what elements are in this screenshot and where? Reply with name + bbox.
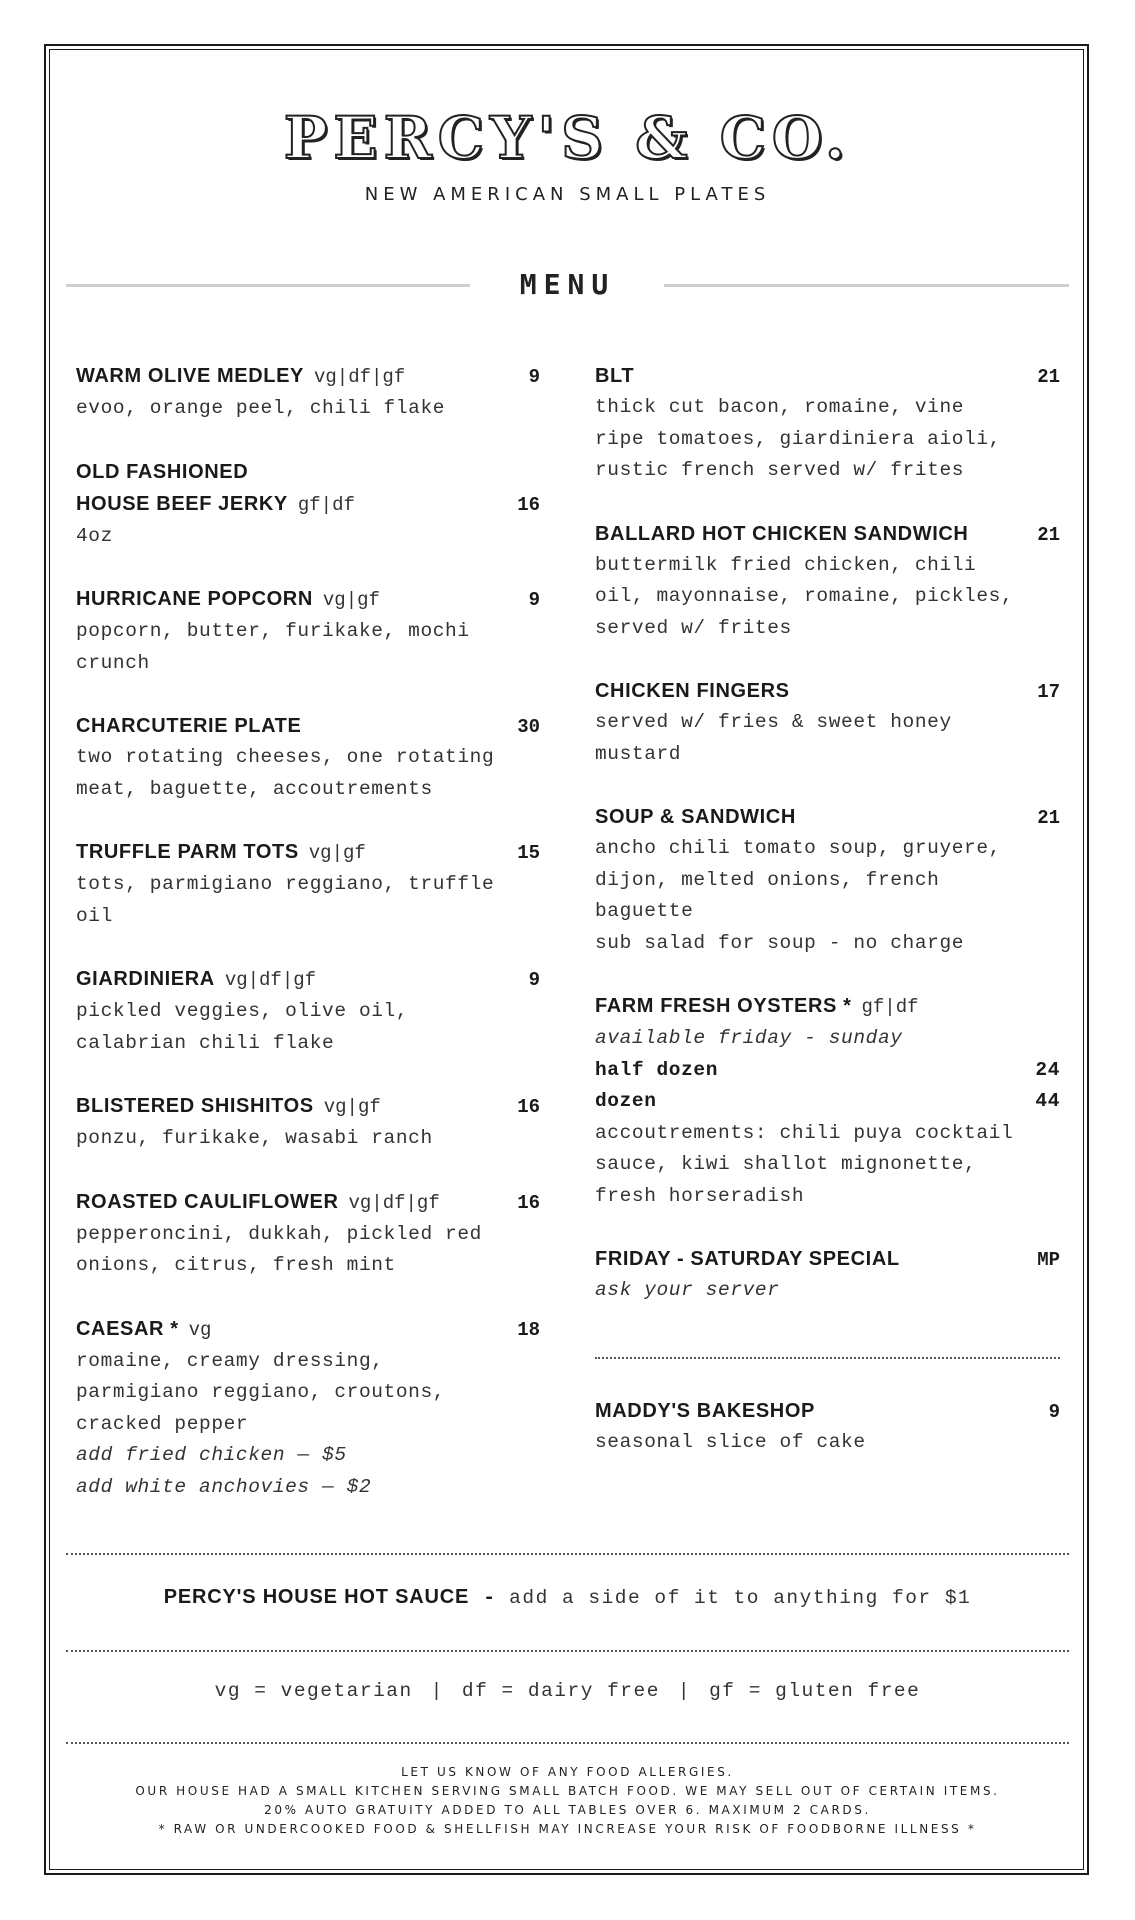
option-label: half dozen: [595, 1058, 719, 1081]
item-name: HURRICANE POPCORN: [76, 588, 313, 610]
item-price: 15: [517, 842, 540, 864]
item-diet-tags: vg: [188, 1318, 212, 1341]
item-addon: add fried chicken — $5: [76, 1444, 347, 1466]
item-name: CHICKEN FINGERS: [595, 680, 790, 702]
item-description: two rotating cheeses, one rotating: [76, 746, 495, 768]
menu-item-blistered-shishitos: [76, 1090, 540, 1155]
item-price: 21: [1037, 523, 1060, 546]
item-diet-tags: vg|df|gf: [313, 366, 406, 388]
item-description: ancho chili tomato soup, gruyere,: [595, 837, 1001, 859]
legend-separator: |: [677, 1680, 692, 1702]
legend-dairy-free: df = dairy free: [461, 1680, 660, 1702]
item-description: crunch: [76, 651, 150, 674]
item-description: baguette: [595, 900, 694, 922]
dessert-divider: [595, 1357, 1060, 1359]
item-name: MADDY'S BAKESHOP: [595, 1400, 815, 1422]
menu-item-truffle-parm-tots: [76, 836, 540, 932]
item-description: meat, baguette, accoutrements: [76, 777, 433, 800]
item-description: seasonal slice of cake: [595, 1431, 866, 1453]
divider-middle: [66, 1650, 1069, 1652]
item-description: sub salad for soup - no charge: [595, 931, 965, 954]
menu-item-roasted-cauliflower: [76, 1186, 540, 1282]
item-option-dozen: [595, 1086, 1060, 1118]
item-description: thick cut bacon, romaine, vine: [595, 396, 965, 418]
item-price: MP: [1037, 1249, 1060, 1271]
item-diet-tags: vg|df|gf: [224, 969, 317, 991]
item-description: popcorn, butter, furikake, mochi: [76, 620, 470, 642]
option-price: 44: [1035, 1090, 1060, 1112]
item-name: BLT: [595, 365, 635, 387]
item-name: TRUFFLE PARM TOTS: [76, 841, 299, 863]
item-price: 30: [517, 716, 540, 738]
item-price: 9: [528, 969, 540, 991]
menu-item-blt: [595, 360, 1060, 487]
item-option-half-dozen: [595, 1055, 1060, 1087]
item-description: 4oz: [76, 524, 113, 547]
item-description: fresh horseradish: [595, 1184, 805, 1207]
left-menu-column: [76, 360, 540, 1534]
menu-item-charcuterie-plate: [76, 710, 540, 805]
item-description: mustard: [595, 742, 682, 765]
kitchen-note: OUR HOUSE HAD A SMALL KITCHEN SERVING SMALL BATCH FOOD. WE MAY SELL OUT OF CERTAIN ITEMS.: [135, 1784, 1000, 1798]
hot-sauce-description: add a side of it to anything for $1: [509, 1587, 972, 1609]
item-description: romaine, creamy dressing,: [76, 1349, 384, 1372]
divider-bottom: [66, 1742, 1069, 1744]
item-name: FARM FRESH OYSTERS *: [595, 995, 852, 1017]
item-availability: available friday - sunday: [595, 1027, 903, 1049]
item-diet-tags: vg|gf: [322, 589, 380, 611]
menu-title-rule-right: [664, 284, 1069, 287]
item-diet-tags: vg|gf: [308, 842, 366, 864]
hot-sauce-note: [66, 1586, 1069, 1610]
item-price: 18: [517, 1318, 540, 1341]
item-description: tots, parmigiano reggiano, truffle: [76, 873, 495, 895]
legend-separator: |: [430, 1680, 444, 1702]
item-name: WARM OLIVE MEDLEY: [76, 365, 304, 387]
item-description: accoutrements: chili puya cocktail: [595, 1121, 1014, 1144]
item-price: 17: [1037, 681, 1060, 703]
item-name: CAESAR *: [76, 1317, 179, 1340]
item-name: OLD FASHIONED: [76, 460, 249, 483]
gratuity-note: 20% AUTO GRATUITY ADDED TO ALL TABLES OVER 6. MAXIMUM 2 CARDS.: [264, 1803, 871, 1817]
item-name: CHARCUTERIE PLATE: [76, 715, 302, 737]
legend-gluten-free: gf = gluten free: [709, 1680, 921, 1702]
option-price: 24: [1035, 1058, 1060, 1081]
item-description: dijon, melted onions, french: [595, 868, 940, 891]
legend-vegetarian: vg = vegetarian: [214, 1680, 413, 1702]
raw-food-warning: * RAW OR UNDERCOOKED FOOD & SHELLFISH MAY INCREASE YOUR RISK OF FOODBORNE ILLNESS *: [158, 1822, 977, 1836]
item-diet-tags: vg|df|gf: [348, 1191, 440, 1214]
item-description: oil: [76, 904, 113, 927]
item-note: ask your server: [595, 1279, 780, 1301]
item-price: 9: [528, 589, 540, 611]
item-diet-tags: gf|df: [297, 493, 355, 516]
menu-item-maddys-bakeshop: [595, 1395, 1060, 1459]
menu-item-warm-olive-medley: [76, 360, 540, 425]
item-description: served w/ frites: [595, 616, 792, 639]
item-price: 9: [1048, 1401, 1060, 1423]
item-price: 9: [528, 366, 540, 388]
menu-item-hurricane-popcorn: [76, 583, 540, 679]
item-name: ROASTED CAULIFLOWER: [76, 1190, 339, 1213]
item-price: 21: [1037, 366, 1060, 388]
item-price: 16: [517, 493, 540, 516]
item-description: onions, citrus, fresh mint: [76, 1254, 396, 1276]
restaurant-name: PERCY'S & CO.: [283, 104, 852, 172]
item-description: calabrian chili flake: [76, 1031, 335, 1054]
menu-item-house-beef-jerky: [76, 456, 540, 553]
item-description: rustic french served w/ frites: [595, 459, 965, 481]
item-price: 16: [517, 1191, 540, 1214]
hot-sauce-separator: -: [483, 1587, 496, 1610]
fine-print: [66, 1763, 1069, 1839]
allergy-note: LET US KNOW OF ANY FOOD ALLERGIES.: [401, 1765, 734, 1779]
menu-item-giardiniera: [76, 963, 540, 1059]
menu-item-soup-and-sandwich: [595, 801, 1060, 959]
item-addon: add white anchovies — $2: [76, 1475, 372, 1498]
item-description: parmigiano reggiano, croutons,: [76, 1381, 446, 1403]
item-price: 21: [1037, 807, 1060, 829]
menu-title: MENU: [519, 268, 616, 301]
item-description: buttermilk fried chicken, chili: [595, 553, 977, 576]
item-description: ponzu, furikake, wasabi ranch: [76, 1127, 433, 1149]
divider-top: [66, 1553, 1069, 1555]
menu-item-farm-fresh-oysters: [595, 990, 1060, 1212]
dessert-section: [595, 1395, 1060, 1490]
item-description: served w/ fries & sweet honey: [595, 711, 952, 733]
item-diet-tags: gf|df: [861, 996, 919, 1018]
dietary-legend: [66, 1680, 1069, 1702]
restaurant-logo: [0, 104, 1135, 172]
item-name: GIARDINIERA: [76, 968, 215, 990]
item-price: 16: [517, 1096, 540, 1118]
option-label: dozen: [595, 1090, 657, 1112]
item-name: BALLARD HOT CHICKEN SANDWICH: [595, 522, 969, 545]
item-diet-tags: vg|gf: [323, 1096, 381, 1118]
menu-item-caesar: [76, 1313, 540, 1504]
menu-item-chicken-fingers: [595, 675, 1060, 770]
item-name-line-2: HOUSE BEEF JERKY: [76, 492, 288, 515]
right-menu-column: [595, 360, 1060, 1338]
item-description: cracked pepper: [76, 1412, 249, 1435]
menu-item-weekend-special: [595, 1243, 1060, 1307]
item-description: pickled veggies, olive oil,: [76, 1000, 409, 1022]
item-description: evoo, orange peel, chili flake: [76, 397, 446, 419]
item-description: ripe tomatoes, giardiniera aioli,: [595, 427, 1001, 450]
item-description: oil, mayonnaise, romaine, pickles,: [595, 585, 1014, 607]
hot-sauce-name: PERCY'S HOUSE HOT SAUCE: [163, 1586, 470, 1608]
item-name: FRIDAY - SATURDAY SPECIAL: [595, 1248, 900, 1270]
item-description: sauce, kiwi shallot mignonette,: [595, 1153, 977, 1175]
menu-item-ballard-hot-chicken-sandwich: [595, 518, 1060, 645]
item-description: pepperoncini, dukkah, pickled red: [76, 1222, 482, 1245]
item-name: BLISTERED SHISHITOS: [76, 1095, 314, 1117]
tagline: NEW AMERICAN SMALL PLATES: [364, 184, 771, 205]
item-name: SOUP & SANDWICH: [595, 806, 796, 828]
